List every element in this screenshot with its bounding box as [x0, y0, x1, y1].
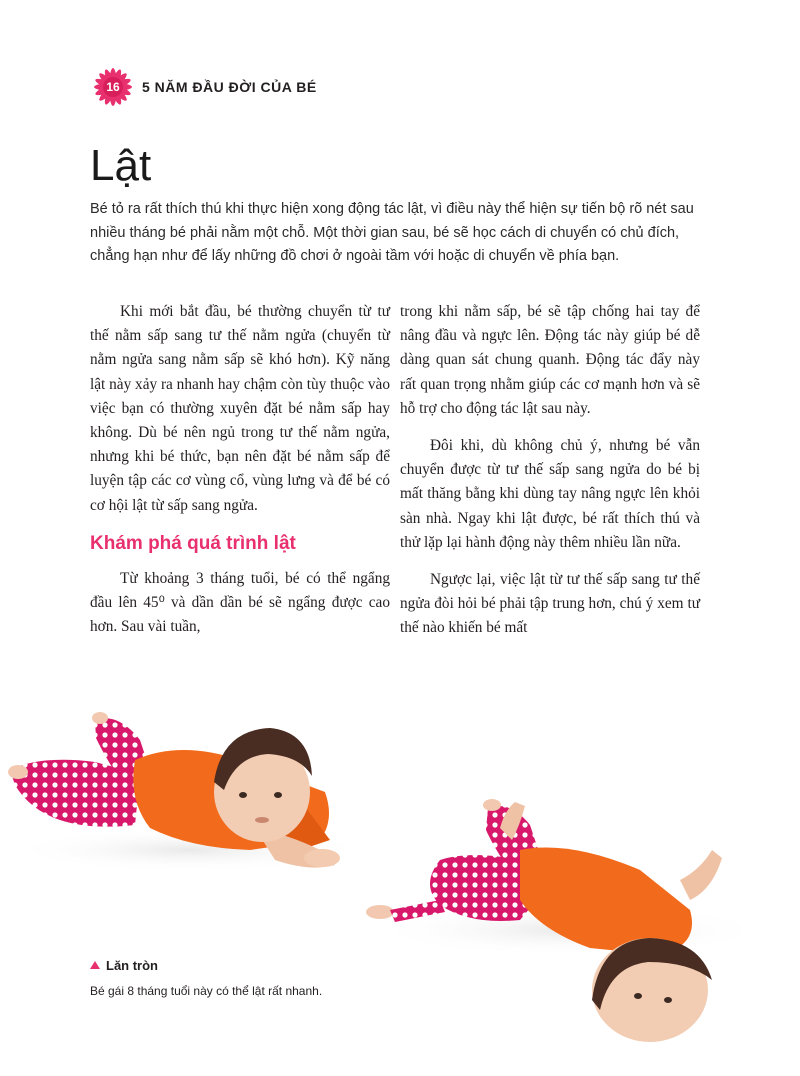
right-paragraph-2: Đôi khi, dù không chủ ý, nhưng bé vẫn chuyển được từ tư thế sấp sang ngửa do bé bị mất thăng bằng khi dùng tay nâng ngực lên khỏi sàn nhà. Ngay khi lật được, bé rất thích thú và thử lặp lại hành động này thêm nhiều lần nữa.	[400, 437, 700, 551]
page-header	[92, 66, 317, 108]
right-column	[400, 300, 700, 654]
photo-caption	[90, 955, 322, 998]
left-paragraph-1: Khi mới bắt đầu, bé thường chuyển từ tư thế nằm sấp sang tư thế nằm ngửa (chuyển từ nằm ngửa sang nằm sấp sẽ khó hơn). Kỹ năng lật này xảy ra nhanh hay chậm còn tùy thuộc vào việc bạn có thường xuyên đặt bé nằm sấp hay không. Dù bé nên ngủ trong tư thế nằm ngửa, nhưng khi bé thức, bạn nên đặt bé nằm sấp để luyện tập các cơ vùng cổ, vùng lưng và để bé có cơ hội lật từ sấp sang ngửa.	[90, 303, 390, 514]
right-paragraph-1: trong khi nằm sấp, bé sẽ tập chống hai tay để nâng đầu và ngực lên. Động tác này giúp bé dễ dàng quan sát chung quanh. Động tác đẩy này rất quan trọng nhằm giúp các cơ mạnh hơn và sẽ hỗ trợ cho động tác lật sau này.	[400, 303, 700, 417]
left-paragraph-2: Từ khoảng 3 tháng tuổi, bé có thể ngẩng đầu lên 45⁰ và dần dần bé sẽ ngẩng được cao hơn. Sau vài tuần,	[90, 569, 390, 636]
left-column	[90, 300, 390, 652]
section-subheading: Khám phá quá trình lật	[90, 532, 296, 554]
book-title: 5 NĂM ĐẦU ĐỜI CỦA BÉ	[142, 79, 317, 95]
intro-paragraph: Bé tỏ ra rất thích thú khi thực hiện xong động tác lật, vì điều này thể hiện sự tiến bộ rõ nét sau nhiều tháng bé phải nằm một chỗ. Một thời gian sau, bé sẽ học cách di chuyển có chủ đích, chẳng hạn như để lấy những đồ chơi ở ngoài tầm với hoặc di chuyển về phía bạn.	[90, 201, 694, 264]
flower-icon	[92, 66, 134, 108]
baby-rolling-photo	[0, 700, 800, 1076]
caption-title-row	[90, 955, 322, 975]
triangle-up-icon	[90, 961, 100, 969]
baby-rolling-figure	[366, 799, 770, 1042]
right-paragraph-3: Ngược lại, việc lật từ tư thế sấp sang tư thế ngửa đòi hỏi bé phải tập trung hơn, chú ý xem tư thế nào khiến bé mất	[400, 571, 700, 637]
caption-text: Bé gái 8 tháng tuổi này có thể lật rất nhanh.	[90, 984, 323, 998]
baby-tummy-figure	[8, 712, 370, 872]
page-title: Lật	[90, 141, 152, 190]
page-number: 16	[106, 80, 120, 94]
caption-title: Lăn tròn	[106, 957, 158, 973]
